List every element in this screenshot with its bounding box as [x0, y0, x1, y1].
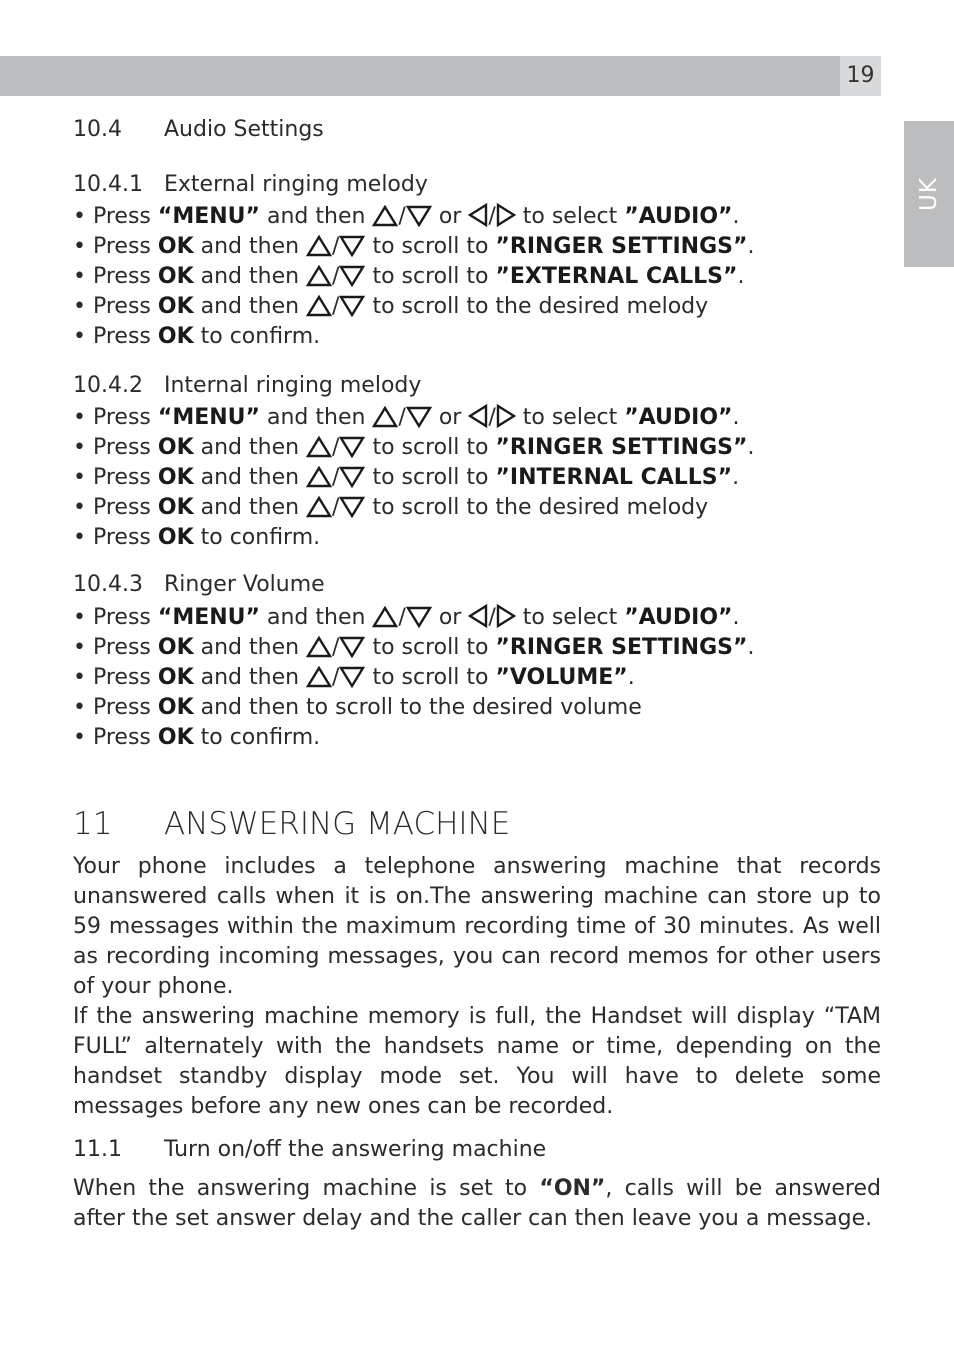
- instruction-line: • Press OK and then / to scroll to ”VOLUME”.: [73, 663, 635, 693]
- chapter-11-body: [73, 852, 881, 1122]
- paragraph: When the answering machine is set to “ON”, calls will be answered after the set answer delay and the caller can then leave you a message.: [73, 1176, 881, 1231]
- down-triangle-icon: [339, 496, 365, 527]
- instruction-line: • Press OK and then / to scroll to ”RINGER SETTINGS”.: [73, 232, 754, 262]
- instruction-line: • Press OK to confirm.: [73, 725, 321, 750]
- instruction-line: • Press “MENU” and then / or / to select ”AUDIO”.: [73, 403, 739, 433]
- page-number: 19: [840, 56, 881, 96]
- instruction-line: • Press OK and then / to scroll to the desired melody: [73, 493, 708, 523]
- instruction-line: • Press “MENU” and then / or / to select ”AUDIO”.: [73, 603, 739, 633]
- instruction-line: • Press OK to confirm.: [73, 525, 321, 550]
- instruction-line: • Press OK and then / to scroll to the desired melody: [73, 292, 708, 322]
- language-tab: [904, 121, 954, 267]
- section-heading-10-4-3: 10.4.3 Ringer Volume: [73, 572, 325, 597]
- instruction-line: • Press OK and then to scroll to the desired volume: [73, 695, 642, 720]
- section-11-1-body: [73, 1174, 881, 1234]
- header-bar: [0, 56, 840, 96]
- section-heading-10-4-2: 10.4.2 Internal ringing melody: [73, 373, 422, 398]
- paragraph: If the answering machine memory is full, the Handset will display “TAM FULL” alternately with the handsets name or time, depending on the handset standby display mode set. You will have to delete some messages before any new ones can be recorded.: [73, 1004, 881, 1119]
- paragraph: Your phone includes a telephone answering machine that records unanswered calls when it is on.The answering machine can store up to 59 messages within the maximum recording time of 30 minutes. As well as recording incoming messages, you can record memos for other users of your phone.: [73, 854, 881, 999]
- instruction-line: • Press OK and then / to scroll to ”EXTERNAL CALLS”.: [73, 262, 744, 292]
- instruction-line: • Press OK and then / to scroll to ”INTERNAL CALLS”.: [73, 463, 739, 493]
- instruction-line: • Press OK to confirm.: [73, 324, 321, 349]
- instruction-line: • Press “MENU” and then / or / to select ”AUDIO”.: [73, 202, 739, 232]
- section-heading-10-4: 10.4 Audio Settings: [73, 117, 324, 142]
- language-tab-label: UK: [916, 177, 942, 211]
- section-heading-10-4-1: 10.4.1 External ringing melody: [73, 172, 428, 197]
- instruction-line: • Press OK and then / to scroll to ”RINGER SETTINGS”.: [73, 633, 754, 663]
- section-heading-11-1: 11.1 Turn on/off the answering machine: [73, 1137, 547, 1162]
- instruction-line: • Press OK and then / to scroll to ”RINGER SETTINGS”.: [73, 433, 754, 463]
- down-triangle-icon: [339, 295, 365, 326]
- chapter-heading-11: 11 ANSWERING MACHINE: [73, 806, 511, 842]
